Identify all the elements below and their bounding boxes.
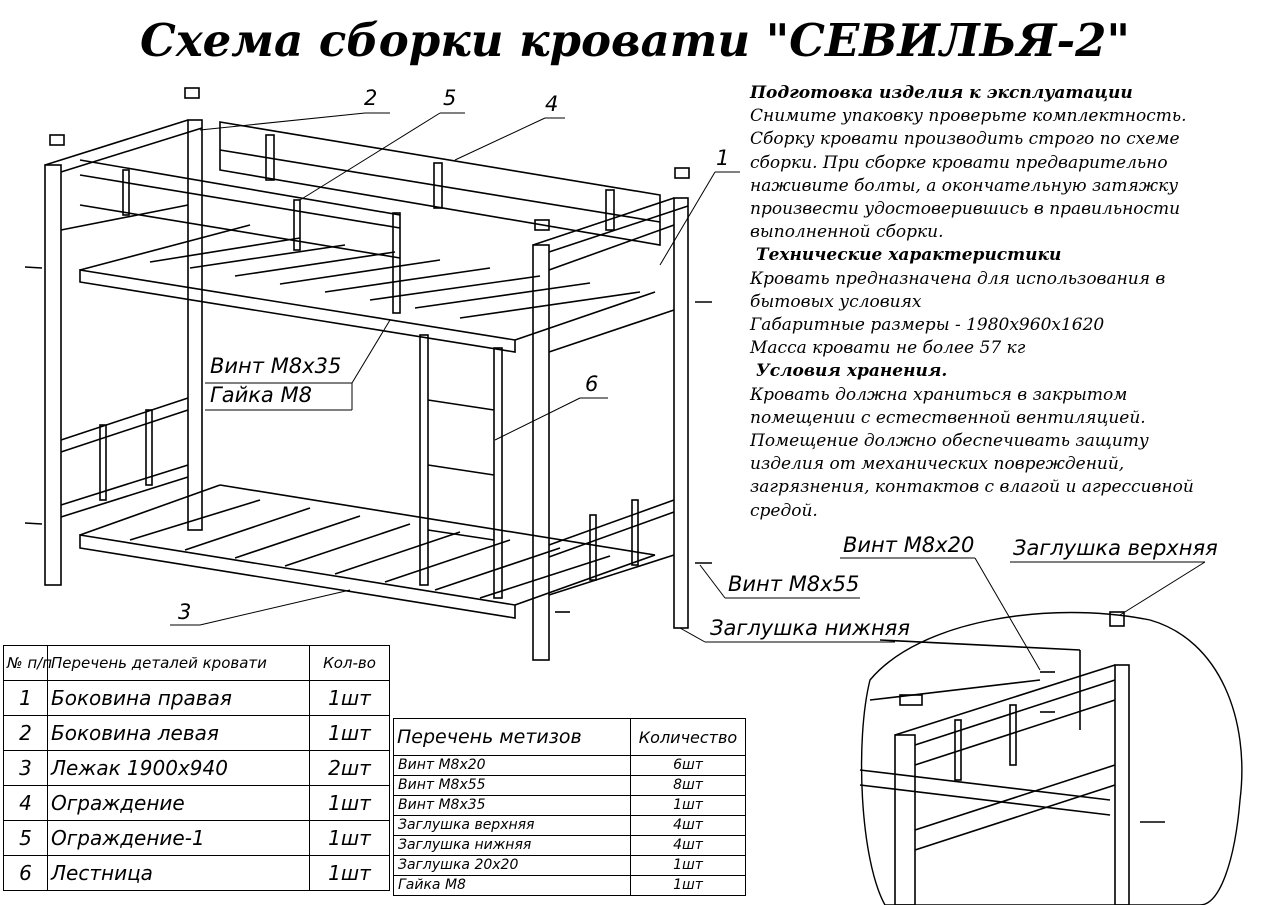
column-header: Количество [631,719,746,756]
text-line: бытовых условиях [750,291,922,312]
cell: 2шт [310,751,390,786]
text-line: Кровать предназначена для использования в [750,268,1166,289]
text-line: Габаритные размеры - 1980x960x1620 [750,315,1105,336]
detail-view [860,612,1242,905]
table-row [4,716,390,751]
cell: Винт М8х35 [394,796,631,816]
text-line: произвести удостоверившись в правильности [750,199,1181,220]
callout-vint-m8x55: Винт М8х55 [728,572,860,596]
cell: 5 [4,821,48,856]
table-row [4,821,390,856]
cell: 1шт [310,681,390,716]
column-header: Кол-во [310,646,390,681]
callout-vint-m8x35: Винт М8х35 [210,354,342,378]
cell: 4шт [631,816,746,836]
table-row [394,816,746,836]
text-line: средой. [750,500,818,521]
callout-6: 6 [585,372,599,396]
table-row [394,876,746,896]
cell: Ограждение-1 [48,821,310,856]
callout-4: 4 [545,92,559,116]
cell: Винт М8х20 [394,756,631,776]
cell: Боковина правая [48,681,310,716]
text-line: помещении с естественной вентиляцией. [750,407,1146,428]
cell: 1шт [631,796,746,816]
text-line: Помещение должно обеспечивать защиту [750,431,1149,452]
cell: Ограждение [48,786,310,821]
parts-table [3,645,390,891]
cell: Винт М8х55 [394,776,631,796]
cell: 6 [4,856,48,891]
table-header-row [4,646,390,681]
section-heading: Условия хранения. [750,361,948,382]
callout-zaglushka-nizhnyaya: Заглушка нижняя [710,616,910,640]
table-row [394,776,746,796]
bed-frame [25,88,712,660]
cell: Лежак 1900х940 [48,751,310,786]
cell: Заглушка верхняя [394,816,631,836]
table-row [4,751,390,786]
callout-2: 2 [364,86,378,110]
section-heading: Подготовка изделия к эксплуатации [750,83,1133,103]
table-row [4,786,390,821]
cell: 1шт [310,821,390,856]
cell: Заглушка 20х20 [394,856,631,876]
callout-1: 1 [716,146,730,170]
callout-vint-m8x20: Винт М8х20 [843,533,975,557]
table-row [394,836,746,856]
cell: 2 [4,716,48,751]
text-line: выполненной сборки. [750,222,944,243]
text-line: Снимите упаковку проверьте комплектность. [750,106,1187,127]
text-line: сборки. При сборке кровати предварительно [750,152,1168,173]
cell: 1шт [310,716,390,751]
cell: Заглушка нижняя [394,836,631,856]
callout-5: 5 [443,86,457,110]
cell: 1шт [631,856,746,876]
cell: Гайка М8 [394,876,631,896]
instructions-text [750,82,1270,523]
hardware-table [393,718,746,896]
cell: 4 [4,786,48,821]
section-heading: Технические характеристики [750,245,1062,266]
text-line: загрязнения, контактов с влагой и агрессивной [750,477,1194,498]
column-header: Перечень деталей кровати [48,646,310,681]
cell: Боковина левая [48,716,310,751]
column-header: № п/п [4,646,48,681]
text-line: наживите болты, а окончательную затяжку [750,175,1179,196]
table-row [4,681,390,716]
cell: 1шт [310,786,390,821]
text-line: Кровать должна храниться в закрытом [750,384,1128,405]
table-row [394,796,746,816]
page-title: Схема сборки кровати "СЕВИЛЬЯ-2" [140,14,1130,67]
cell: 1шт [631,876,746,896]
cell: 4шт [631,836,746,856]
callout-3: 3 [178,600,192,624]
table-row [4,856,390,891]
text-line: Сборку кровати производить строго по схеме [750,129,1180,150]
cell: Лестница [48,856,310,891]
cell: 3 [4,751,48,786]
table-header-row [394,719,746,756]
table-row [394,856,746,876]
column-header: Перечень метизов [394,719,631,756]
table-row [394,756,746,776]
callout-zaglushka-verhnyaya: Заглушка верхняя [1013,536,1218,560]
cell: 8шт [631,776,746,796]
cell: 6шт [631,756,746,776]
callout-gaika-m8: Гайка М8 [210,383,312,407]
text-line: Масса кровати не более 57 кг [750,338,1026,359]
text-line: изделия от механических повреждений, [750,454,1125,475]
cell: 1шт [310,856,390,891]
cell: 1 [4,681,48,716]
